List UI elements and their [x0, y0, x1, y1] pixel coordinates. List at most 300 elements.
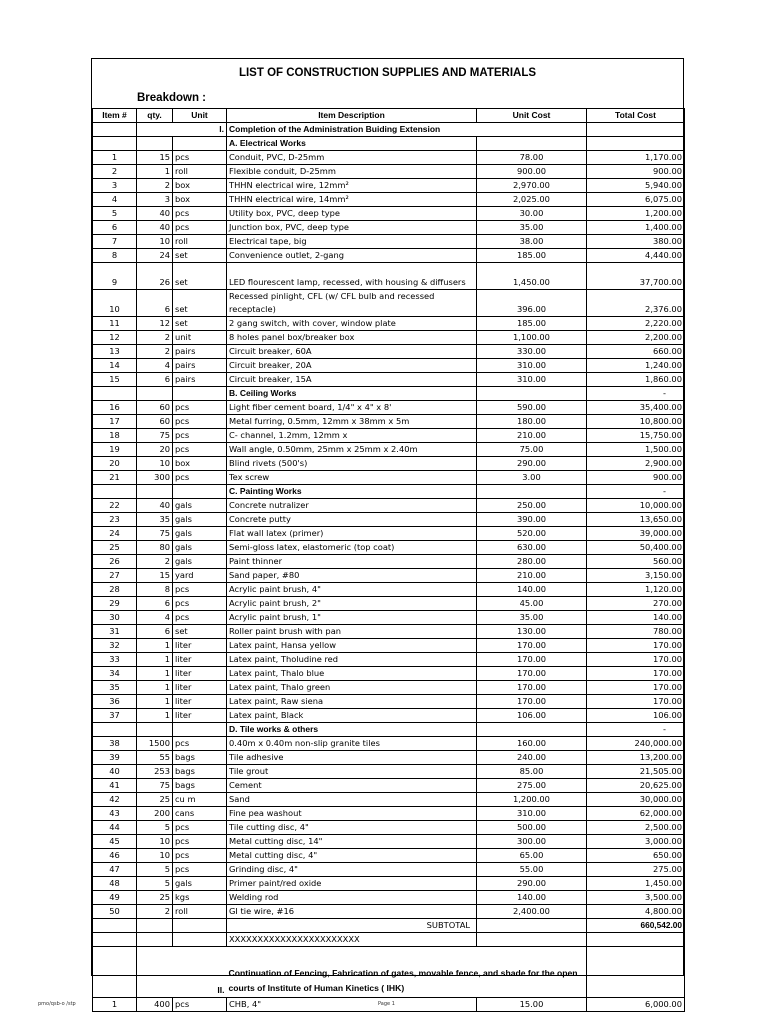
description-value: Circuit breaker, 15A [227, 372, 477, 386]
unit-value: pcs [173, 400, 227, 414]
total-cost-cell: - [587, 386, 685, 400]
qty-value: 10 [137, 456, 173, 470]
unit-value: pcs [173, 414, 227, 428]
unit-value: gals [173, 498, 227, 512]
qty-value: 40 [137, 498, 173, 512]
unit-value: liter [173, 694, 227, 708]
unit-cost-cell [477, 932, 587, 946]
item-number: 6 [93, 221, 137, 235]
unit-value: bags [173, 750, 227, 764]
x-separator: XXXXXXXXXXXXXXXXXXXXXXX [227, 932, 477, 946]
description-value: Tex screw [227, 470, 477, 484]
header-total-cost: Total Cost [587, 109, 685, 123]
table-row [93, 165, 685, 179]
unit-value: pcs [173, 610, 227, 624]
unit-value: liter [173, 708, 227, 722]
total-cost-value: 106.00 [587, 708, 685, 722]
unit-cost-value: 55.00 [477, 862, 587, 876]
subtotal-row [93, 918, 685, 932]
qty-value: 55 [137, 750, 173, 764]
table-row [93, 179, 685, 193]
unit-cost-value: 210.00 [477, 428, 587, 442]
item-number: 16 [93, 400, 137, 414]
description-value: LED flourescent lamp, recessed, with housing & diffusers [227, 263, 477, 290]
total-cost-value: 6,075.00 [587, 193, 685, 207]
qty-value: 10 [137, 834, 173, 848]
description-value: Flat wall latex (primer) [227, 526, 477, 540]
total-cost-value: 4,800.00 [587, 904, 685, 918]
unit-cell [173, 137, 227, 151]
unit-value: pcs [173, 820, 227, 834]
unit-cost-value: 520.00 [477, 526, 587, 540]
unit-cost-value: 2,970.00 [477, 179, 587, 193]
unit-cost-value: 330.00 [477, 344, 587, 358]
description-value: 2 gang switch, with cover, window plate [227, 316, 477, 330]
table-header-row [93, 109, 685, 123]
unit-cell [173, 722, 227, 736]
item-number: 46 [93, 848, 137, 862]
section-row [93, 123, 685, 137]
qty-value: 80 [137, 540, 173, 554]
description-value: Grinding disc, 4" [227, 862, 477, 876]
item-number: 2 [93, 165, 137, 179]
qty-value: 2 [137, 179, 173, 193]
section-title: Continuation of Fencing, Fabrication of gates, movable fence, and shade for the open courts of Institute of Human Kinetics ( IHK) [227, 946, 587, 997]
item-number: 31 [93, 624, 137, 638]
subsection-row [93, 484, 685, 498]
total-cost-value: 6,000.00 [587, 997, 685, 1011]
total-cost-value: 170.00 [587, 680, 685, 694]
total-cost-value: 10,800.00 [587, 414, 685, 428]
total-cost-value: 170.00 [587, 694, 685, 708]
qty-value: 40 [137, 221, 173, 235]
total-cost-cell [587, 137, 685, 151]
unit-value: set [173, 624, 227, 638]
total-cost-value: 900.00 [587, 165, 685, 179]
section-title: Completion of the Administration Buiding Extension [227, 123, 587, 137]
subsection-row [93, 386, 685, 400]
table-row [93, 904, 685, 918]
qty-value: 4 [137, 358, 173, 372]
table-row [93, 652, 685, 666]
total-cost-value: 2,220.00 [587, 316, 685, 330]
description-value: Primer paint/red oxide [227, 876, 477, 890]
table-row [93, 235, 685, 249]
description-value: Sand paper, #80 [227, 568, 477, 582]
qty-value: 6 [137, 596, 173, 610]
description-value: Acrylic paint brush, 2" [227, 596, 477, 610]
unit-cost-cell [477, 484, 587, 498]
unit-cost-value: 170.00 [477, 652, 587, 666]
subsection-title: C. Painting Works [227, 484, 477, 498]
unit-value: pcs [173, 596, 227, 610]
total-cost-value: 4,440.00 [587, 249, 685, 263]
unit-value: kgs [173, 890, 227, 904]
section-roman: II. [137, 946, 227, 997]
qty-value: 25 [137, 890, 173, 904]
total-cost-value: 560.00 [587, 554, 685, 568]
total-cost-value: 780.00 [587, 624, 685, 638]
qty-value: 40 [137, 207, 173, 221]
qty-value: 5 [137, 820, 173, 834]
qty-value: 24 [137, 249, 173, 263]
table-row [93, 330, 685, 344]
unit-value: roll [173, 165, 227, 179]
item-number: 7 [93, 235, 137, 249]
total-cost-cell: - [587, 722, 685, 736]
unit-value: bags [173, 778, 227, 792]
qty-value: 1 [137, 165, 173, 179]
unit-cost-value: 78.00 [477, 151, 587, 165]
unit-cost-value: 140.00 [477, 582, 587, 596]
unit-cost-value: 130.00 [477, 624, 587, 638]
qty-value: 300 [137, 470, 173, 484]
materials-table [92, 108, 685, 1012]
qty-value: 400 [137, 997, 173, 1011]
unit-value: pcs [173, 582, 227, 596]
unit-cost-value: 30.00 [477, 207, 587, 221]
unit-cell [173, 932, 227, 946]
subsection-title: B. Ceiling Works [227, 386, 477, 400]
qty-value: 2 [137, 554, 173, 568]
section-roman: I. [137, 123, 227, 137]
description-value: 8 holes panel box/breaker box [227, 330, 477, 344]
table-row [93, 708, 685, 722]
unit-cost-value: 35.00 [477, 610, 587, 624]
footer-left: pmo/qsb-o /stp [38, 1001, 76, 1007]
description-value: Semi-gloss latex, elastomeric (top coat) [227, 540, 477, 554]
description-value: Cement [227, 778, 477, 792]
item-number: 39 [93, 750, 137, 764]
qty-value: 1 [137, 666, 173, 680]
qty-value: 25 [137, 792, 173, 806]
description-value: Metal cutting disc, 4" [227, 848, 477, 862]
total-cost-value: 275.00 [587, 862, 685, 876]
item-number: 36 [93, 694, 137, 708]
item-number: 47 [93, 862, 137, 876]
total-cost-value: 1,200.00 [587, 207, 685, 221]
unit-cost-value: 180.00 [477, 414, 587, 428]
item-cell [93, 137, 137, 151]
unit-value: liter [173, 680, 227, 694]
unit-value: pcs [173, 428, 227, 442]
item-number: 24 [93, 526, 137, 540]
unit-value: cans [173, 806, 227, 820]
qty-value: 10 [137, 848, 173, 862]
table-row [93, 442, 685, 456]
description-value: Junction box, PVC, deep type [227, 221, 477, 235]
unit-value: gals [173, 876, 227, 890]
item-number: 15 [93, 372, 137, 386]
table-row [93, 806, 685, 820]
item-number: 43 [93, 806, 137, 820]
total-cost-value: 10,000.00 [587, 498, 685, 512]
item-number: 30 [93, 610, 137, 624]
unit-value: gals [173, 540, 227, 554]
qty-value: 2 [137, 344, 173, 358]
description-value: Convenience outlet, 2-gang [227, 249, 477, 263]
unit-value: pairs [173, 372, 227, 386]
item-number: 42 [93, 792, 137, 806]
unit-cost-value: 106.00 [477, 708, 587, 722]
item-number: 23 [93, 512, 137, 526]
item-number: 26 [93, 554, 137, 568]
item-cell [93, 918, 137, 932]
table-row [93, 512, 685, 526]
unit-value: set [173, 263, 227, 290]
total-cost-value: 21,505.00 [587, 764, 685, 778]
description-value: Concrete nutralizer [227, 498, 477, 512]
unit-value: box [173, 179, 227, 193]
total-cost-value: 35,400.00 [587, 400, 685, 414]
item-number: 5 [93, 207, 137, 221]
table-row [93, 624, 685, 638]
table-row [93, 610, 685, 624]
table-row [93, 778, 685, 792]
qty-value: 1 [137, 694, 173, 708]
subtotal-value: 660,542.00 [587, 918, 685, 932]
unit-value: pcs [173, 862, 227, 876]
header-unit-cost: Unit Cost [477, 109, 587, 123]
unit-cost-cell [477, 137, 587, 151]
item-number: 22 [93, 498, 137, 512]
unit-value: pcs [173, 207, 227, 221]
total-cost-value: 240,000.00 [587, 736, 685, 750]
unit-cost-value: 160.00 [477, 736, 587, 750]
separator-row [93, 932, 685, 946]
unit-value: pcs [173, 151, 227, 165]
qty-value: 5 [137, 862, 173, 876]
description-value: C- channel, 1.2mm, 12mm x [227, 428, 477, 442]
table-row [93, 249, 685, 263]
qty-value: 1 [137, 652, 173, 666]
qty-value: 2 [137, 330, 173, 344]
unit-cost-value: 310.00 [477, 806, 587, 820]
unit-cost-value: 275.00 [477, 778, 587, 792]
unit-cost-cell [477, 918, 587, 932]
item-number: 49 [93, 890, 137, 904]
subsection-title: D. Tile works & others [227, 722, 477, 736]
table-row [93, 792, 685, 806]
unit-cost-value: 170.00 [477, 680, 587, 694]
total-cost-value: 50,400.00 [587, 540, 685, 554]
table-row [93, 316, 685, 330]
table-row [93, 358, 685, 372]
item-number: 44 [93, 820, 137, 834]
table-row [93, 694, 685, 708]
subsection-row [93, 137, 685, 151]
item-number: 14 [93, 358, 137, 372]
unit-value: roll [173, 904, 227, 918]
total-cost-value: 20,625.00 [587, 778, 685, 792]
description-value: Acrylic paint brush, 1" [227, 610, 477, 624]
unit-value: set [173, 249, 227, 263]
unit-value: liter [173, 666, 227, 680]
qty-value: 1500 [137, 736, 173, 750]
unit-cost-value: 2,400.00 [477, 904, 587, 918]
total-cost-value: 650.00 [587, 848, 685, 862]
table-row [93, 221, 685, 235]
table-row [93, 568, 685, 582]
subtotal-label: SUBTOTAL [227, 918, 477, 932]
unit-value: pcs [173, 221, 227, 235]
unit-value: bags [173, 764, 227, 778]
total-cost-value: 39,000.00 [587, 526, 685, 540]
unit-cost-value: 185.00 [477, 249, 587, 263]
unit-cost-value: 1,100.00 [477, 330, 587, 344]
description-value: Tile adhesive [227, 750, 477, 764]
unit-value: box [173, 456, 227, 470]
item-number: 17 [93, 414, 137, 428]
unit-cell [173, 484, 227, 498]
total-cost-value: 1,170.00 [587, 151, 685, 165]
total-cost-value: 2,376.00 [587, 289, 685, 316]
unit-value: pairs [173, 344, 227, 358]
total-cost-cell [587, 946, 685, 997]
table-row [93, 736, 685, 750]
qty-cell [137, 137, 173, 151]
table-row [93, 372, 685, 386]
total-cost-value: 1,120.00 [587, 582, 685, 596]
item-number: 34 [93, 666, 137, 680]
description-value: Tile grout [227, 764, 477, 778]
unit-cost-value: 140.00 [477, 890, 587, 904]
unit-cost-value: 310.00 [477, 358, 587, 372]
unit-cost-value: 210.00 [477, 568, 587, 582]
qty-value: 12 [137, 316, 173, 330]
qty-value: 1 [137, 708, 173, 722]
item-cell [93, 484, 137, 498]
document-title: LIST OF CONSTRUCTION SUPPLIES AND MATERIALS [238, 67, 537, 79]
description-value: Roller paint brush with pan [227, 624, 477, 638]
item-number: 33 [93, 652, 137, 666]
item-number: 37 [93, 708, 137, 722]
description-value: Concrete putty [227, 512, 477, 526]
item-number: 25 [93, 540, 137, 554]
qty-value: 253 [137, 764, 173, 778]
unit-value: set [173, 289, 227, 316]
total-cost-value: 1,400.00 [587, 221, 685, 235]
table-row [93, 193, 685, 207]
description-value: GI tie wire, #16 [227, 904, 477, 918]
description-value: Latex paint, Raw siena [227, 694, 477, 708]
item-cell [93, 946, 137, 997]
item-number: 27 [93, 568, 137, 582]
qty-cell [137, 918, 173, 932]
unit-cost-value: 630.00 [477, 540, 587, 554]
table-row [93, 666, 685, 680]
description-value: Welding rod [227, 890, 477, 904]
unit-cost-cell [477, 722, 587, 736]
total-cost-value: 3,150.00 [587, 568, 685, 582]
total-cost-value: 2,900.00 [587, 456, 685, 470]
item-number: 28 [93, 582, 137, 596]
unit-cost-value: 170.00 [477, 694, 587, 708]
description-value: Utility box, PVC, deep type [227, 207, 477, 221]
total-cost-cell [587, 932, 685, 946]
qty-value: 6 [137, 289, 173, 316]
item-number: 12 [93, 330, 137, 344]
qty-value: 15 [137, 151, 173, 165]
header-description: Item Description [227, 109, 477, 123]
item-cell [93, 722, 137, 736]
unit-value: cu m [173, 792, 227, 806]
item-number: 41 [93, 778, 137, 792]
unit-cost-value: 1,450.00 [477, 263, 587, 290]
table-row [93, 582, 685, 596]
description-value: Wall angle, 0.50mm, 25mm x 25mm x 2.40m [227, 442, 477, 456]
description-value: CHB, 4" [227, 997, 477, 1011]
unit-cost-value: 75.00 [477, 442, 587, 456]
qty-cell [137, 932, 173, 946]
unit-value: pcs [173, 997, 227, 1011]
qty-value: 75 [137, 778, 173, 792]
qty-value: 60 [137, 400, 173, 414]
unit-cost-value: 170.00 [477, 666, 587, 680]
total-cost-value: 13,650.00 [587, 512, 685, 526]
qty-value: 4 [137, 610, 173, 624]
unit-cost-value: 35.00 [477, 221, 587, 235]
table-row [93, 680, 685, 694]
total-cost-cell: - [587, 484, 685, 498]
unit-value: pcs [173, 848, 227, 862]
total-cost-value: 13,200.00 [587, 750, 685, 764]
description-value: Latex paint, Hansa yellow [227, 638, 477, 652]
description-value: Electrical tape, big [227, 235, 477, 249]
total-cost-value: 30,000.00 [587, 792, 685, 806]
item-number: 9 [93, 263, 137, 290]
qty-value: 6 [137, 372, 173, 386]
item-number: 40 [93, 764, 137, 778]
description-value: Circuit breaker, 20A [227, 358, 477, 372]
description-value: Sand [227, 792, 477, 806]
item-cell [93, 932, 137, 946]
description-value: Paint thinner [227, 554, 477, 568]
table-row [93, 848, 685, 862]
unit-value: pcs [173, 470, 227, 484]
item-number: 4 [93, 193, 137, 207]
qty-value: 5 [137, 876, 173, 890]
qty-value: 26 [137, 263, 173, 290]
unit-value: pairs [173, 358, 227, 372]
total-cost-value: 37,700.00 [587, 263, 685, 290]
unit-cost-value: 85.00 [477, 764, 587, 778]
item-number: 29 [93, 596, 137, 610]
unit-cost-value: 15.00 [477, 997, 587, 1011]
unit-cost-value: 38.00 [477, 235, 587, 249]
qty-value: 15 [137, 568, 173, 582]
item-number: 10 [93, 289, 137, 316]
item-number: 38 [93, 736, 137, 750]
description-value: Latex paint, Thalo blue [227, 666, 477, 680]
item-number: 1 [93, 997, 137, 1011]
table-row [93, 876, 685, 890]
description-value: 0.40m x 0.40m non-slip granite tiles [227, 736, 477, 750]
table-row [93, 470, 685, 484]
description-value: Conduit, PVC, D-25mm [227, 151, 477, 165]
description-value: THHN electrical wire, 14mm² [227, 193, 477, 207]
unit-value: liter [173, 638, 227, 652]
qty-value: 3 [137, 193, 173, 207]
unit-value: liter [173, 652, 227, 666]
item-number: 48 [93, 876, 137, 890]
item-number: 1 [93, 151, 137, 165]
qty-value: 75 [137, 428, 173, 442]
unit-value: pcs [173, 442, 227, 456]
unit-cost-value: 310.00 [477, 372, 587, 386]
item-number: 45 [93, 834, 137, 848]
qty-value: 60 [137, 414, 173, 428]
